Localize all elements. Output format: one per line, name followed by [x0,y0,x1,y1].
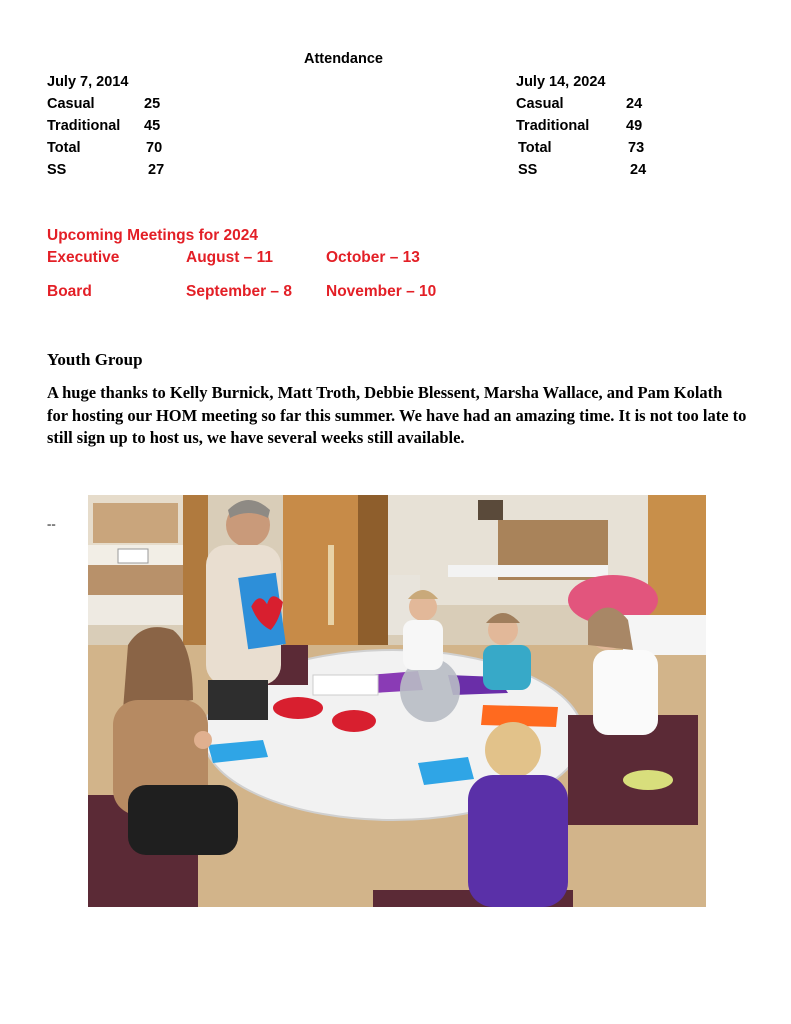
youth-group-photo [88,495,706,907]
attendance-right-date: July 14, 2024 [516,74,606,90]
attendance-row: Total 73 [518,140,645,156]
meeting-board-label: Board [47,283,92,300]
attendance-row: SS 27 [47,162,165,178]
attendance-right [516,71,646,181]
attendance-row: Traditional 49 [516,118,643,134]
attendance-left-date: July 7, 2014 [47,74,129,90]
attendance-row: Total 70 [47,140,163,156]
attendance-row: Casual 24 [516,96,643,112]
separator-dashes: -- [47,516,56,531]
photo-illustration [88,495,706,907]
meeting-board-date-1: September – 8 [186,283,292,300]
attendance-row: Casual 25 [47,96,161,112]
attendance-row: Traditional 45 [47,118,161,134]
meeting-executive-label: Executive [47,249,120,266]
meeting-board-date-2: November – 10 [326,283,437,300]
meeting-executive-date-1: August – 11 [186,249,273,266]
attendance-left [47,71,164,181]
meetings-heading: Upcoming Meetings for 2024 [47,227,259,244]
meeting-executive-date-2: October – 13 [326,249,420,266]
youth-group-heading: Youth Group [47,350,143,369]
attendance-row: SS 24 [518,162,647,178]
attendance-heading: Attendance [304,51,383,67]
youth-group-body: A huge thanks to Kelly Burnick, Matt Troth, Debbie Blessent, Marsha Wallace, and Pam Kolath for hosting our HOM meeting so far this summer. We have had an amazing time. It is not too late to still sign up to host us, we have several weeks still available. [47,383,747,447]
